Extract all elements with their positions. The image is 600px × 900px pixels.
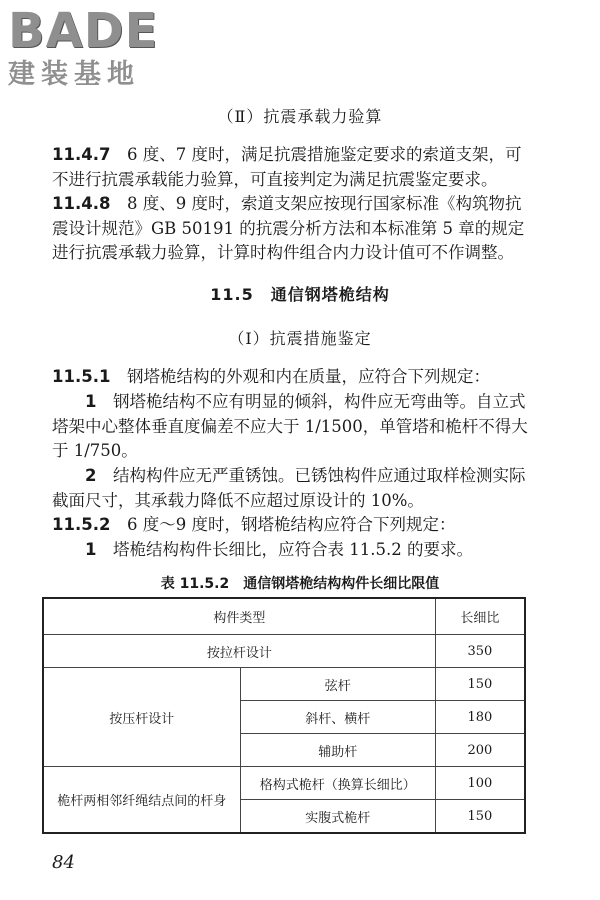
item-text: 结构构件应无严重锈蚀。已锈蚀构件应通过取样检测实际截面尺寸，其承载力降低不应超过原设计的 10%。 xyxy=(52,466,526,510)
section-number: 11.5 xyxy=(210,285,254,304)
member-value: 100 xyxy=(435,767,525,800)
member-name: 辅助杆 xyxy=(240,734,435,767)
compression-label: 按压杆设计 xyxy=(43,668,240,767)
table-row xyxy=(43,635,525,668)
member-name: 斜杆、横杆 xyxy=(240,701,435,734)
clause-11-5-2 xyxy=(52,513,532,538)
subsection-heading-i: （Ⅰ）抗震措施鉴定 xyxy=(228,329,372,348)
item-text: 钢塔桅结构不应有明显的倾斜，构件应无弯曲等。自立式塔架中心整体垂直度偏差不应大于 1/1500，单管塔和桅杆不得大于 1/750。 xyxy=(52,392,528,461)
header-slenderness: 长细比 xyxy=(435,598,525,635)
member-value: 200 xyxy=(435,734,525,767)
clause-text: 8 度、9 度时，索道支架应按现行国家标准《构筑物抗震设计规范》GB 50191 的抗震分析方法和本标准第 5 章的规定进行抗震承载力验算，计算时构件组合内力设计值可不作调整。 xyxy=(52,194,525,263)
clause-11-4-8 xyxy=(52,192,532,266)
clause-11-5-1 xyxy=(52,365,532,390)
slenderness-table xyxy=(42,597,526,834)
bade-logo xyxy=(8,3,178,90)
item-number: 1 xyxy=(85,392,97,411)
member-value: 150 xyxy=(435,800,525,834)
clause-11-4-7 xyxy=(52,143,532,192)
item-text: 塔桅结构构件长细比，应符合表 11.5.2 的要求。 xyxy=(112,540,473,559)
item-1-table-ref xyxy=(52,538,532,563)
tension-value: 350 xyxy=(435,635,525,668)
table-row xyxy=(43,668,525,701)
member-value: 180 xyxy=(435,701,525,734)
table-caption: 表 11.5.2 通信钢塔桅结构构件长细比限值 xyxy=(160,576,440,592)
clause-text: 6 度～9 度时，钢塔桅结构应符合下列规定： xyxy=(126,515,456,534)
member-name: 格构式桅杆（换算长细比） xyxy=(240,767,435,800)
clause-number: 11.5.2 xyxy=(52,515,111,534)
table-row xyxy=(43,767,525,800)
item-1 xyxy=(52,390,532,464)
item-number: 1 xyxy=(85,540,97,559)
tension-label: 按拉杆设计 xyxy=(43,635,435,668)
section-title: 通信钢塔桅结构 xyxy=(270,285,390,304)
clause-text: 钢塔桅结构的外观和内在质量，应符合下列规定： xyxy=(126,367,490,386)
logo-word: BADE xyxy=(8,3,159,59)
item-2 xyxy=(52,464,532,513)
mast-label: 桅杆两相邻纤绳结点间的杆身 xyxy=(43,767,240,834)
clause-text: 6 度、7 度时，满足抗震措施鉴定要求的索道支架，可不进行抗震承载能力验算，可直接判定为满足抗震鉴定要求。 xyxy=(52,145,522,189)
table-header-row xyxy=(43,598,525,635)
item-number: 2 xyxy=(85,466,97,485)
page-number: 84 xyxy=(52,852,75,873)
section-heading-11-5 xyxy=(0,282,600,305)
logo-subtitle: 建装基地 xyxy=(8,59,140,90)
member-name: 弦杆 xyxy=(240,668,435,701)
member-value: 150 xyxy=(435,668,525,701)
subsection-heading-ii: （Ⅱ）抗震承载力验算 xyxy=(217,107,383,126)
clause-number: 11.5.1 xyxy=(52,367,111,386)
clause-number: 11.4.7 xyxy=(52,145,111,164)
header-member-type: 构件类型 xyxy=(43,598,435,635)
member-name: 实腹式桅杆 xyxy=(240,800,435,834)
clause-number: 11.4.8 xyxy=(52,194,111,213)
